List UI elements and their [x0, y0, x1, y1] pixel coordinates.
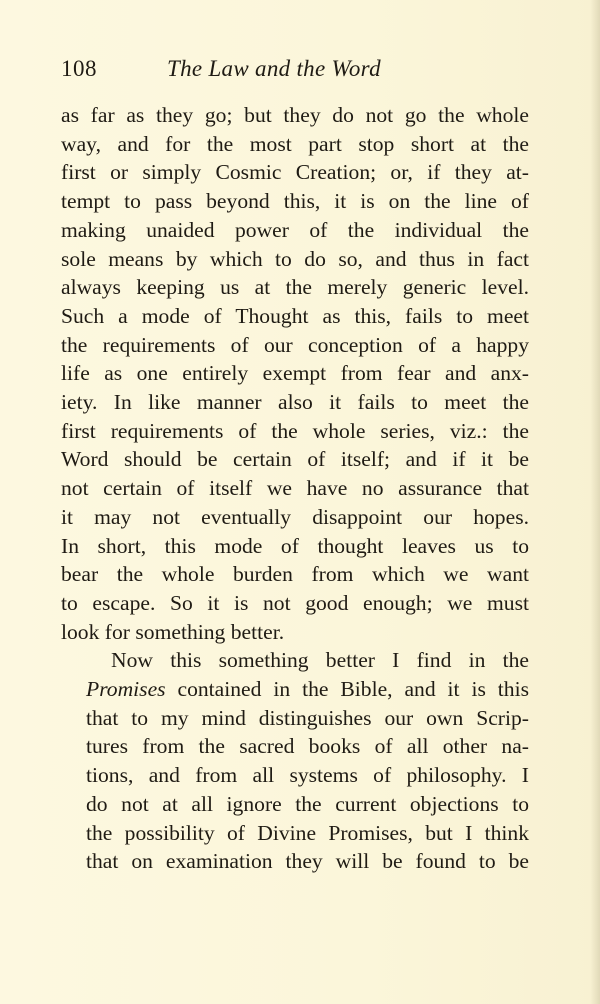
- text-line: tempt to pass beyond this, it is on the line of: [61, 189, 529, 214]
- page-edge-shadow: [590, 0, 600, 1004]
- text-line: Such a mode of Thought as this, fails to meet: [61, 303, 529, 328]
- page-header: [61, 56, 531, 86]
- text-line: first or simply Cosmic Creation; or, if they at-: [61, 160, 529, 185]
- paragraph-2: [61, 646, 529, 876]
- text-line-rest: contained in the Bible, and it is this: [177, 677, 529, 702]
- italic-word: Promises: [86, 677, 166, 702]
- body-text: [61, 101, 529, 876]
- text-line: bear the whole burden from which we want: [61, 562, 529, 587]
- text-line: that to my mind distinguishes our own Scrip-: [86, 705, 529, 730]
- text-line: the requirements of our conception of a happy: [61, 332, 529, 357]
- text-line: always keeping us at the merely generic level.: [61, 275, 529, 300]
- text-line: Word should be certain of itself; and if it be: [61, 447, 529, 472]
- paragraph-1: [61, 101, 529, 646]
- text-line: iety. In like manner also it fails to meet the: [61, 390, 529, 415]
- running-title: The Law and the Word: [167, 56, 381, 81]
- text-line: not certain of itself we have no assurance that: [61, 476, 529, 501]
- text-line: life as one entirely exempt from fear and anx-: [61, 361, 529, 386]
- text-line: way, and for the most part stop short at the: [61, 131, 529, 156]
- text-line: the possibility of Divine Promises, but I think: [86, 820, 529, 845]
- text-line: do not at all ignore the current objections to: [86, 791, 529, 816]
- text-line: that on examination they will be found to be: [86, 849, 529, 874]
- text-line: Now this something better I find in the: [111, 648, 529, 673]
- text-line: tions, and from all systems of philosophy. I: [86, 763, 529, 788]
- text-line: tures from the sacred books of all other na-: [86, 734, 529, 759]
- text-line: first requirements of the whole series, viz.: the: [61, 418, 529, 443]
- text-line: In short, this mode of thought leaves us to: [61, 533, 529, 558]
- text-line: it may not eventually disappoint our hopes.: [61, 504, 529, 529]
- text-line: to escape. So it is not good enough; we must: [61, 590, 529, 615]
- page-number: 108: [61, 56, 97, 81]
- text-line-with-italic: [61, 675, 529, 704]
- text-line: as far as they go; but they do not go the whole: [61, 103, 529, 127]
- text-line: sole means by which to do so, and thus in fact: [61, 246, 529, 271]
- text-line: look for something better.: [61, 619, 285, 644]
- text-line: making unaided power of the individual the: [61, 217, 529, 242]
